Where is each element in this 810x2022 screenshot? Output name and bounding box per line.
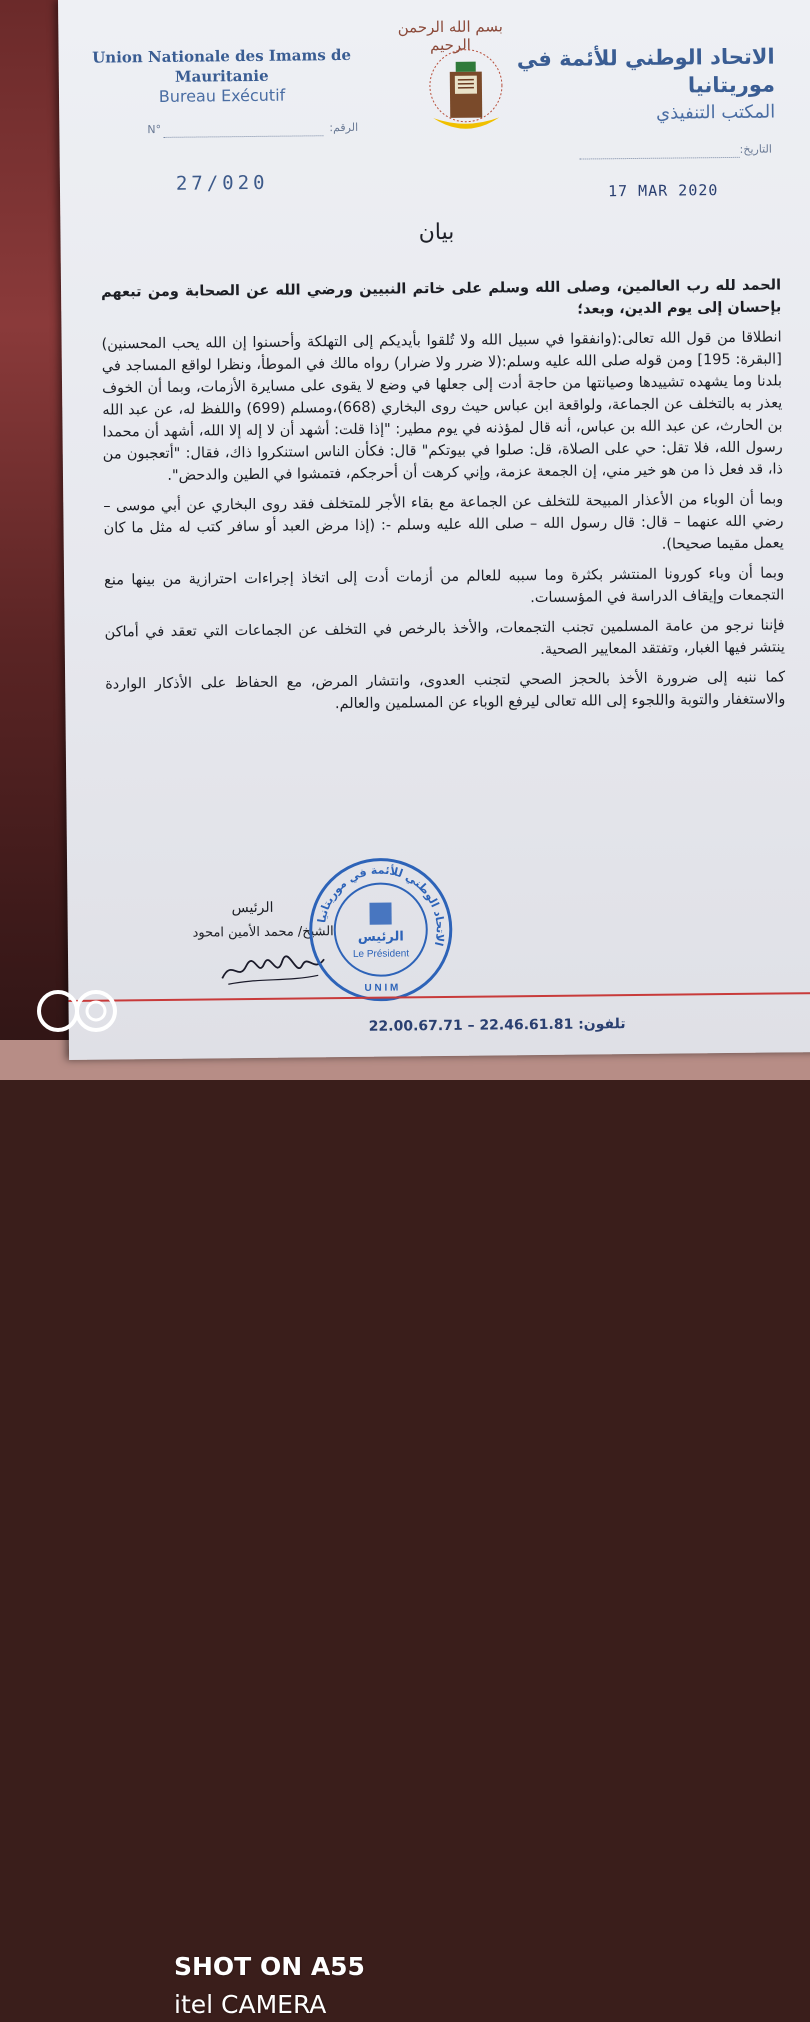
reference-label-fr: N°: [147, 122, 162, 137]
document-body: [101, 274, 786, 725]
phone-numbers: 22.46.61.81 – 22.00.67.71: [368, 1016, 574, 1035]
header-french: [77, 45, 368, 108]
bureau-fr: Bureau Exécutif: [158, 85, 286, 106]
document-title: بيان: [418, 219, 455, 246]
bureau-ar: المكتب التنفيذي: [656, 101, 776, 124]
paragraph-epidemic-excuse: وبما أن الوباء من الأعذار المبيحة للتخلف عن الجماعة مع بقاء الأجر للمتخلف فقد روى البخاري عن أبي موسى – رضي الله عنهما – قال: قال رسول الله – صلى الله عليه وسلم -: (إذا مرض العبد أو سافر كتب له مثل ما كان يعمل مقيما صحيحا).: [103, 491, 784, 553]
paragraph-opening: الحمد لله رب العالمين، وصلى الله وسلم على خاتم النبيين ورضي الله عن الصحابة ومن تبعهم بإحسان إلى يوم الدين، وبعد؛: [100, 277, 782, 318]
org-name-ar-line2: موريتانيا: [687, 72, 776, 98]
reference-dotted-line: [163, 135, 323, 138]
org-name-ar-line1: الاتحاد الوطني للأئمة في: [516, 44, 775, 72]
org-name-fr-line2: Mauritanie: [174, 66, 269, 86]
letter-page: [58, 0, 810, 1060]
paragraph-request: فإننا نرجو من عامة المسلمين تجنب التجمعات، والأخذ بالرخص في التخلف عن الجماعات التي تعقد في أماكن ينتشر فيها الغبار، وتفتقد المعايير الصحية.: [104, 617, 785, 658]
date-label-ar: التاريخ:: [739, 142, 772, 156]
footer-contact: [369, 1014, 789, 1034]
date-dotted-line: [580, 157, 740, 160]
phone-label: تلفون:: [578, 1016, 626, 1033]
camera-watermark-icon: [36, 986, 132, 1036]
stamp-ring-text: الاتحاد الوطني للأئمة في موريتانيا: [315, 863, 447, 948]
official-stamp-icon: [305, 854, 457, 1006]
watermark-line2: itel CAMERA: [174, 1990, 327, 2019]
basmala-calligraphy: بسم الله الرحمن الرحيم: [397, 17, 503, 55]
reference-label-ar: الرقم:: [329, 120, 359, 135]
reference-number: 27/020: [175, 171, 269, 195]
org-name-fr-line1: Union Nationale des Imams de: [92, 45, 352, 67]
watermark-line1: SHOT ON A55: [174, 1952, 365, 1981]
signature-title: الرئيس: [231, 899, 274, 917]
paragraph-quarantine: كما ننبه إلى ضرورة الأخذ بالحجز الصحي لتجنب العدوى، وانتشار المرض، مع الحفاظ على الأذكار الواردة والاستغفار والتوبة واللجوء إلى الله تعالى ليرفع الوباء عن المسلمين والعالم.: [105, 669, 786, 713]
signatory-name: الشيخ/ محمد الأمين امحود: [192, 924, 334, 941]
stamp-center-ar: الرئيس: [357, 929, 404, 945]
paragraph-evidence: انطلاقا من قول الله تعالى:(وانفقوا في سبيل الله ولا تُلقوا بأيديكم إلى التهلكة وأحسنوا إن الله يحب المحسنين) [البقرة: 195] ومن قوله صلى الله عليه وسلم:(لا ضرر ولا ضرار) رواه مالك في الموطأ، ونظرا لواقع المساجد في بلدنا وما يشهده تشييدها وصيانتها من حاجة أدت إلى جعلها في وضع لا يقوى على مسايرة الأزمات، وبما أن الخوف يعذر به بالتخلف عن الجماعة، ولواقعة ابن عباس حيث روى البخاري (668)،ومسلم (699) واللفظ له، عن عبد الله بن الحارث، عن عبد الله بن عباس، أنه قال لمؤذنه في يوم مطير: "إذا قلت: أشهد أن لا إله إلا الله، أشهد أن محمدا رسول الله، فلا تقل: حي على الصلاة، قل: صلوا في بيوتكم" قال: فكأن الناس استنكروا ذاك، فقال: "أتعجبون من ذا، قد فعل ذا من هو خير مني، إن الجمعة عزمة، وإني كرهت أن أحرجكم، فتمشوا في الطين والدحض".: [101, 329, 784, 484]
date-stamp: 17 MAR 2020: [607, 181, 719, 201]
stamp-abbr: U N I M: [364, 982, 399, 994]
header-arabic: [485, 42, 776, 129]
stamp-center-fr: Le Président: [352, 948, 410, 960]
paragraph-corona: وبما أن وباء كورونا المنتشر بكثرة وما سببه للعالم من أزمات أدت إلى اتخاذ إجراءات احترازية من بينها منع التجمعات وإيقاف الدراسة في المؤسسات.: [103, 565, 785, 607]
